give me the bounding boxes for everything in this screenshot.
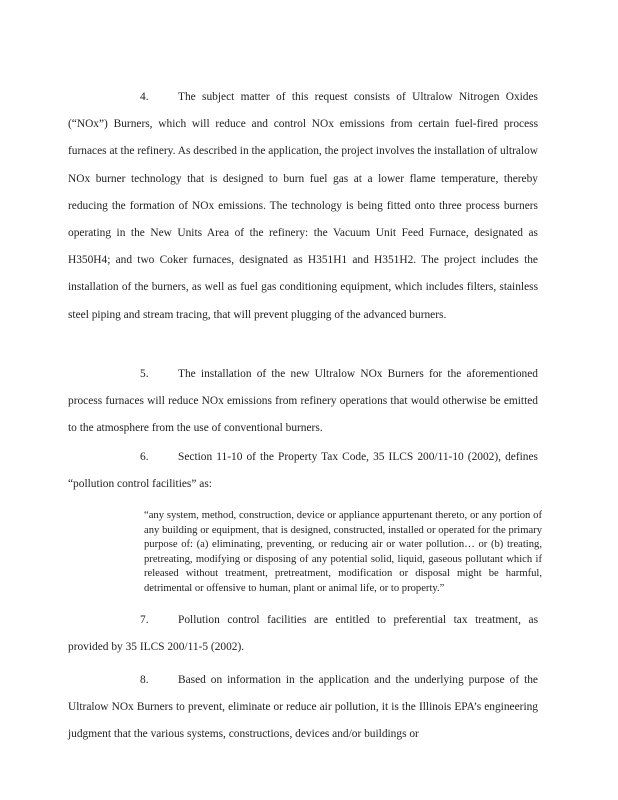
paragraph-number: 7. — [140, 614, 149, 626]
paragraph-number: 4. — [140, 91, 149, 103]
paragraph-8 — [68, 667, 538, 749]
paragraph-text: Pollution control facilities are entitled to preferential tax treatment, as provided by 35 ILCS 200/11-5 (2002). — [68, 614, 538, 654]
block-quote: “any system, method, construction, device or appliance appurtenant thereto, or any portion of any building or equipment, that is designed, constructed, installed or operated for the primary purpose of: (a) eliminating, preventing, or reducing air or water pollution… or (b) treating, pretreating, modifying or disposing of any potential solid, liquid, gaseous pollutant which if released without treatment, pretreatment, modification or disposal might be harmful, detrimental or offensive to human, plant or animal life, or to property.” — [144, 510, 542, 594]
paragraph-5 — [68, 361, 538, 443]
paragraph-4 — [68, 84, 538, 329]
paragraph-6 — [68, 444, 538, 498]
paragraph-text: Section 11-10 of the Property Tax Code, 35 ILCS 200/11-10 (2002), defines “pollution control facilities” as: — [68, 451, 538, 491]
paragraph-number: 6. — [140, 451, 149, 463]
paragraph-7 — [68, 607, 538, 661]
paragraph-number: 8. — [140, 674, 149, 686]
paragraph-number: 5. — [140, 368, 149, 380]
paragraph-text: The subject matter of this request consists of Ultralow Nitrogen Oxides (“NOx”) Burners, which will reduce and control NOx emissions from certain fuel-fired process furnaces at the refinery. As described in the application, the project involves the installation of ultralow NOx burner technology that is designed to burn fuel gas at a lower flame temperature, thereby reducing the formation of NOx emissions. The technology is being fitted onto three process burners operating in the New Units Area of the refinery: the Vacuum Unit Feed Furnace, designated as H350H4; and two Coker furnaces, designated as H351H1 and H351H2. The project includes the installation of the burners, as well as fuel gas conditioning equipment, which includes filters, stainless steel piping and stream tracing, that will prevent plugging of the advanced burners. — [68, 91, 538, 321]
paragraph-text: The installation of the new Ultralow NOx Burners for the aforementioned process furnaces will reduce NOx emissions from refinery operations that would otherwise be emitted to the atmosphere from the use of conventional burners. — [68, 368, 538, 435]
paragraph-text: Based on information in the application and the underlying purpose of the Ultralow NOx Burners to prevent, eliminate or reduce air pollution, it is the Illinois EPA’s engineering judgment that the various systems, constructions, devices and/or buildings or — [68, 674, 538, 741]
